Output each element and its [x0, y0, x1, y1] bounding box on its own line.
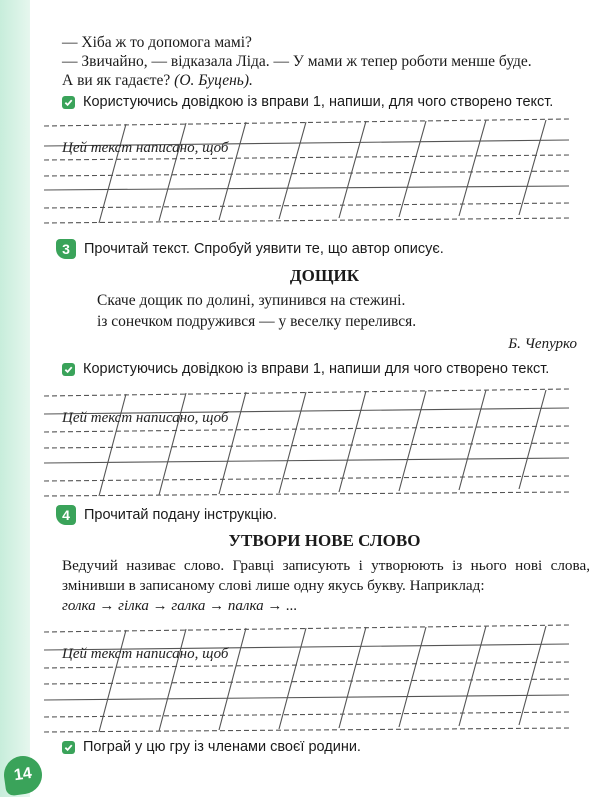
poem-title: ДОЩИК [289, 266, 360, 285]
poem-author: Б. Чепурко [508, 336, 577, 352]
writing-area-2[interactable] [44, 386, 569, 498]
check-icon [62, 96, 75, 109]
game-example: голка → гілка → галка → палка → ... [62, 598, 298, 614]
exercise-text: Прочитай текст. Спробуй уявити те, що автор описує. [84, 241, 444, 257]
workbook-page [62, 0, 590, 797]
ruled-lines [44, 118, 569, 228]
exercise-number-badge: 4 [56, 505, 76, 525]
story-line-3-text: А ви як гадаєте? [62, 72, 171, 89]
task-text: Користуючись довідкою із вправи 1, напиши, для чого створено текст. [83, 94, 554, 110]
ruled-lines [44, 622, 569, 734]
prefill-text: Цей текст написано, щоб [62, 140, 229, 156]
ruled-lines [44, 386, 569, 498]
task-write-purpose-1 [62, 94, 553, 110]
side-color-band [0, 0, 30, 797]
poem-line-1: Скаче дощик по долині, зупинився на стежині. [97, 292, 406, 309]
check-icon [62, 741, 75, 754]
task-text: Користуючись довідкою із вправи 1, напиши для чого створено текст. [83, 361, 550, 377]
exercise-text: Прочитай подану інструкцію. [84, 507, 278, 523]
story-line-1: — Хіба ж то допомога мамі? [62, 34, 252, 51]
prefill-text: Цей текст написано, щоб [62, 646, 229, 662]
poem-line-2: із сонечком подружився — у веселку перелився. [97, 313, 417, 330]
check-icon [62, 363, 75, 376]
writing-area-1[interactable] [44, 118, 569, 228]
writing-area-3[interactable] [44, 622, 569, 734]
story-source: (О. Буцень). [174, 72, 253, 89]
exercise-3 [62, 239, 444, 259]
exercise-number-badge: 3 [56, 239, 76, 259]
game-instructions: Ведучий називає слово. Гравці записують і утворюють із нього нові слова, змінивши в записаному слові лише одну якусь букву. Наприклад: [62, 557, 590, 594]
task-text: Пограй у цю гру із членами своєї родини. [83, 739, 361, 755]
page-number: 14 [12, 764, 33, 785]
task-play-game [62, 739, 361, 755]
prefill-text: Цей текст написано, щоб [62, 410, 229, 426]
task-write-purpose-2 [62, 361, 549, 377]
story-line-2: — Звичайно, — відказала Ліда. — У мами ж тепер роботи менше буде. [62, 53, 532, 70]
game-title: УТВОРИ НОВЕ СЛОВО [228, 531, 421, 550]
exercise-4 [62, 505, 277, 525]
story-line-3 [62, 72, 253, 90]
